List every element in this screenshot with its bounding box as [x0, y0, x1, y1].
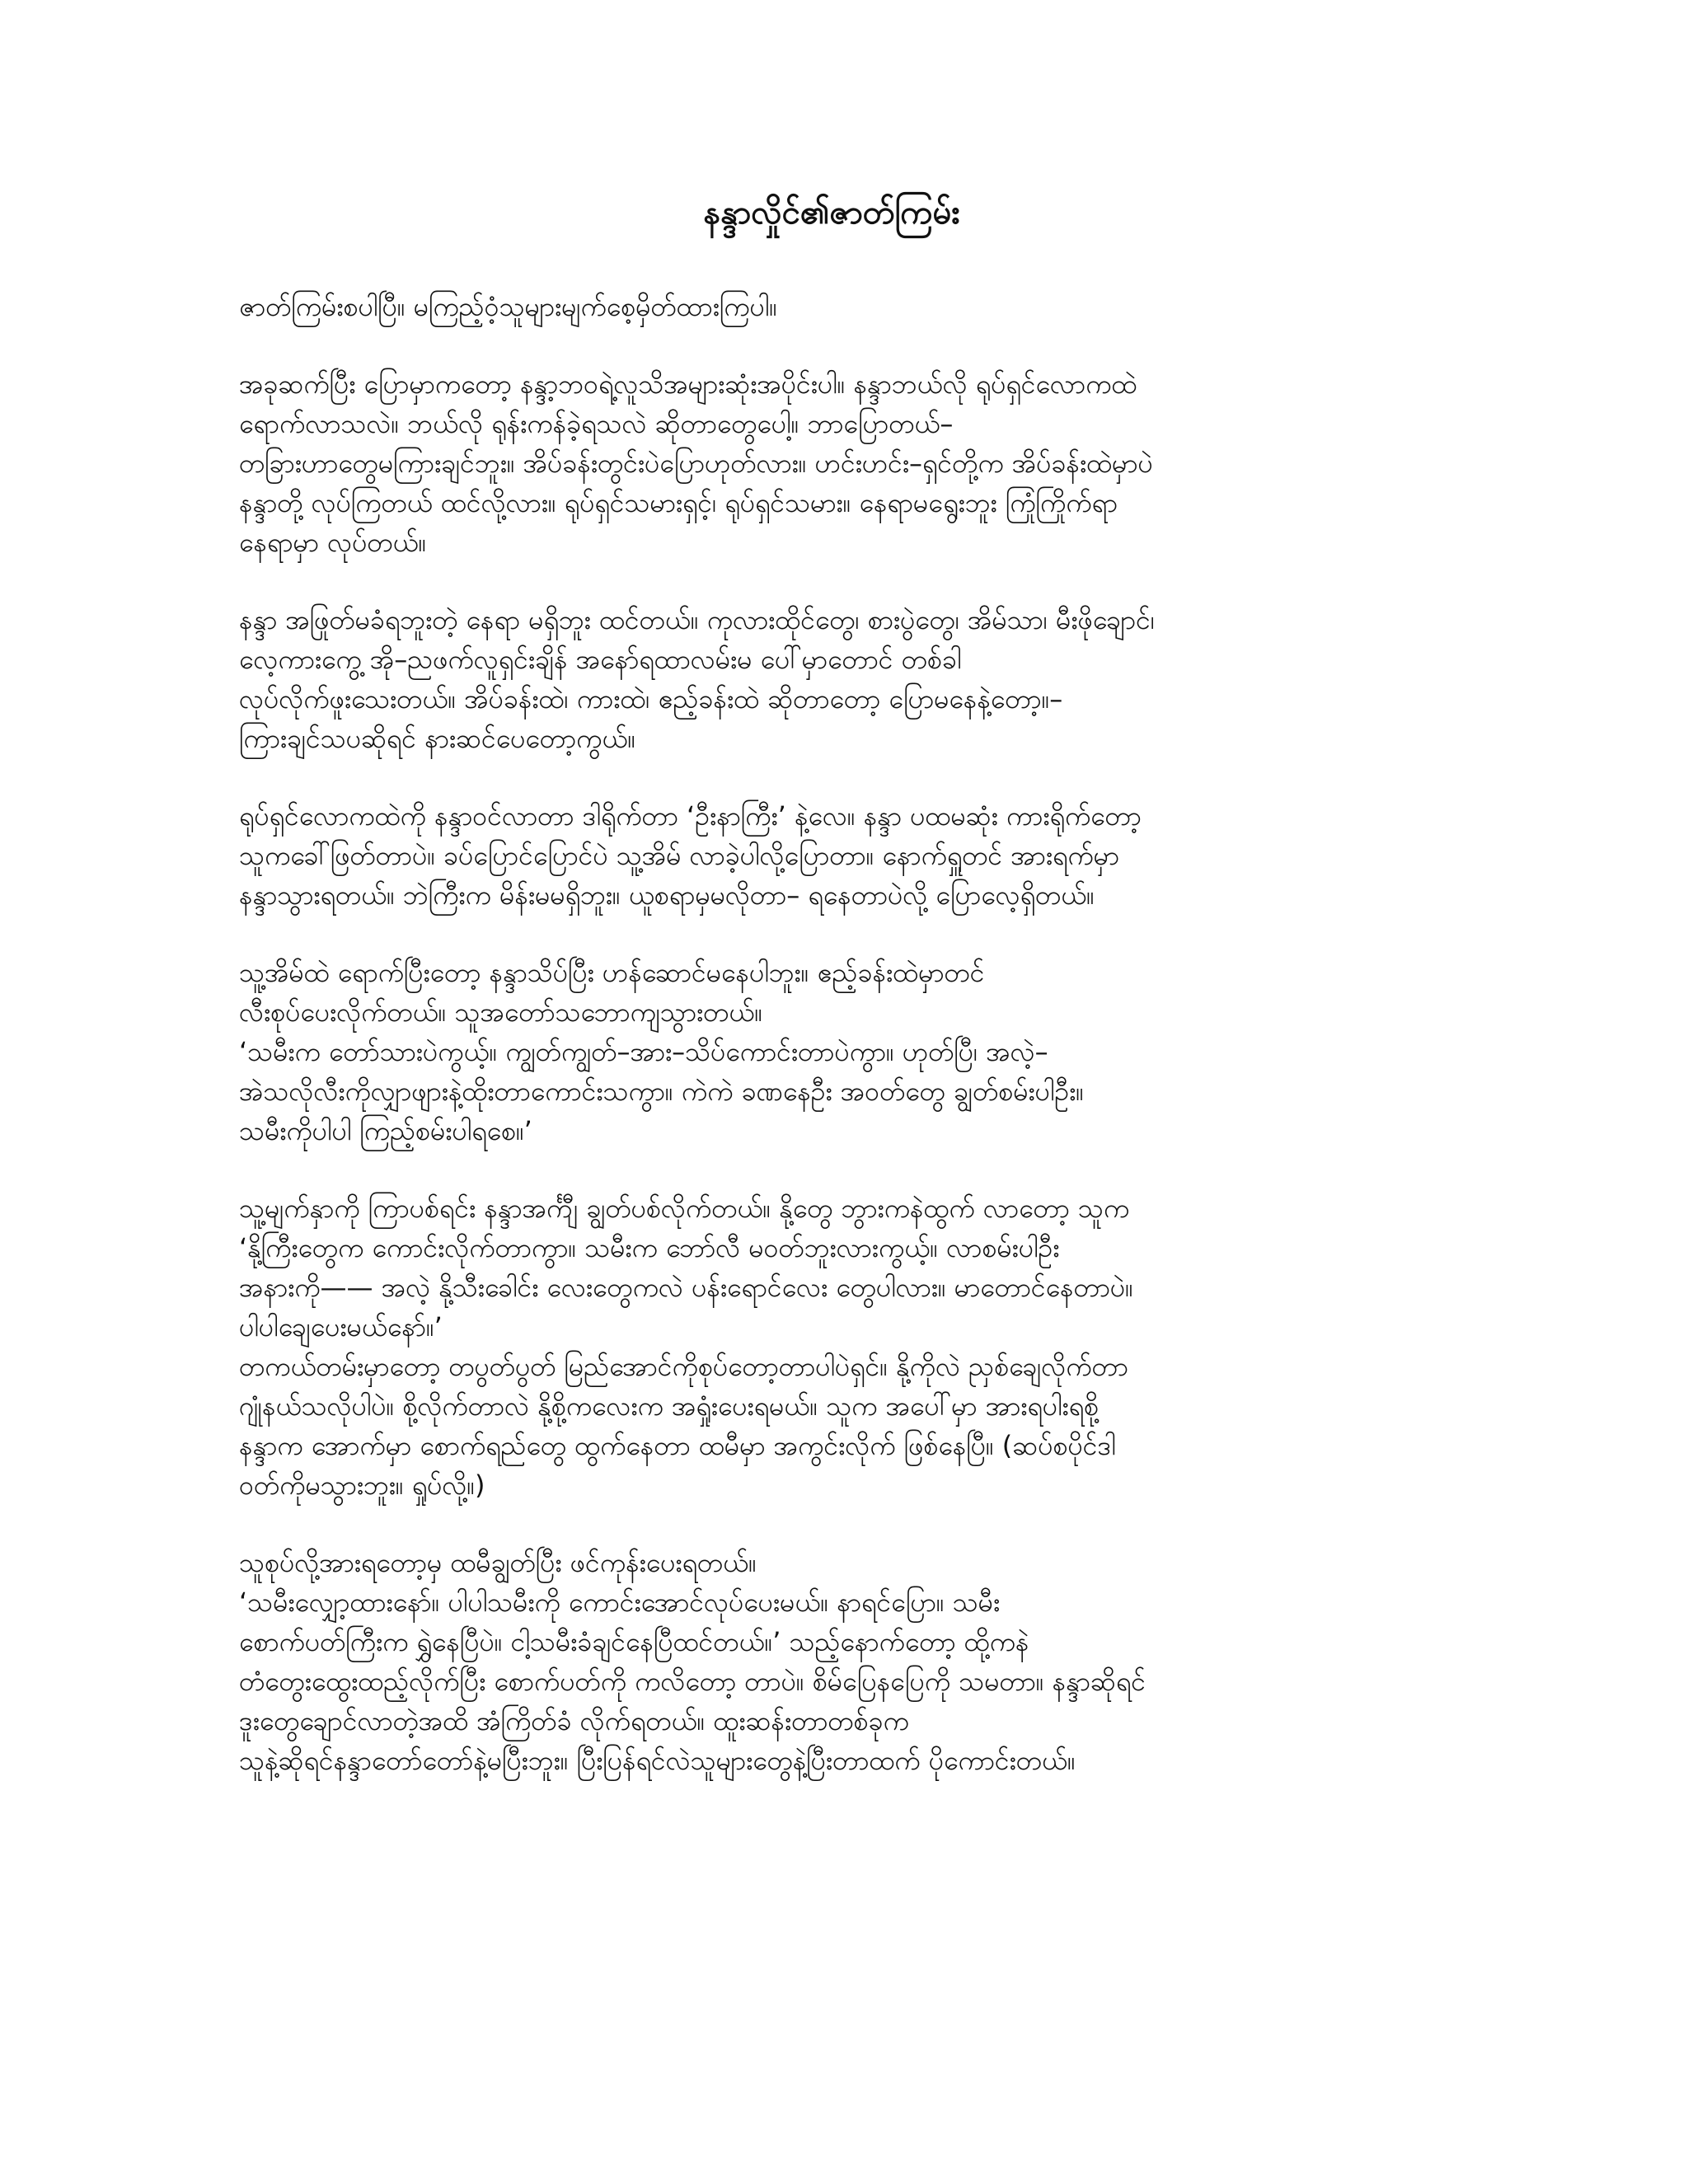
paragraph-1 — [239, 287, 1424, 326]
paragraph-4 — [239, 796, 1424, 915]
text-line: ဒူးတွေချောင်လာတဲ့အထိ အံကြိတ်ခံ လိုက်ရတယ်။ ထူးဆန်းတာတစ်ခုက — [239, 1705, 909, 1736]
text-line: တံတွေးထွေးထည့်လိုက်ပြီး စောက်ပတ်ကို ကလိတော့ တာပဲ။ စိမ်ပြေနပြေကို သမတာ။ နန္ဒာဆိုရင် — [239, 1666, 1146, 1697]
text-line: နန္ဒာသွားရတယ်။ ဘဲကြီးက မိန်းမမရှိဘူး။ ယူစရာမှမလိုတာ– ရနေတာပဲလို့ ပြောလေ့ရှိတယ်။ — [239, 879, 1095, 911]
text-line: သူ့မျက်နှာကို ကြာပစ်ရင်း နန္ဒာအင်္ကျီ ချွတ်ပစ်လိုက်တယ်။ နို့တွေ ဘွားကနဲထွက် လာတော့ သူက — [239, 1193, 1130, 1224]
paragraph-7 — [239, 1543, 1424, 1780]
text-line: စောက်ပတ်ကြီးက ရွှဲနေပြီပဲ။ ငါ့သမီးခံချင်နေပြီထင်တယ်။’ သည့်နောက်တော့ ထို့ကနဲ — [239, 1626, 1029, 1657]
text-line: သူနဲ့ဆိုရင်နန္ဒာတော်တော်နဲ့မပြီးဘူး။ ပြီးပြန်ရင်လဲသူများတွေနဲ့ပြီးတာထက် ပိုကောင်းတယ်။ — [239, 1745, 1076, 1776]
text-line: တကယ်တမ်းမှာတော့ တပွတ်ပွတ် မြည်အောင်ကိုစုပ်တော့တာပါပဲရှင်။ နို့ကိုလဲ ညှစ်ချေလိုက်တာ — [239, 1351, 1128, 1382]
text-line: ‘သမီးက တော်သားပဲကွယ့်။ ကျွတ်ကျွတ်–အား–သိပ်ကောင်းတာပဲကွာ။ ဟုတ်ပြီ၊ အလဲ့– — [239, 1036, 1048, 1067]
text-line: အခုဆက်ပြီး ပြောမှာကတော့ နန္ဒာ့ဘဝရဲ့လူသိအများဆုံးအပိုင်းပါ။ နန္ဒာဘယ်လို ရုပ်ရှင်လောကထဲ — [239, 368, 1137, 400]
text-line: အဲသလိုလီးကိုလျှာဖျားနဲ့ထိုးတာကောင်းသကွာ။ ကဲကဲ ခဏနေဦး အဝတ်တွေ ချွတ်စမ်းပါဦး။ — [239, 1076, 1084, 1107]
text-line: တခြားဟာတွေမကြားချင်ဘူး။ အိပ်ခန်းတွင်းပဲပြောဟုတ်လား။ ဟင်းဟင်း–ရှင်တို့က အိပ်ခန်းထဲမှာပဲ — [239, 448, 1153, 479]
text-line: ကြားချင်သပဆိုရင် နားဆင်ပေတော့ကွယ်။ — [239, 723, 636, 754]
text-line: နန္ဒာက အောက်မှာ စောက်ရည်တွေ ထွက်နေတာ ထမီမှာ အကွင်းလိုက် ဖြစ်နေပြီ။ (ဆပ်စပိုင်ဒါ — [239, 1430, 1116, 1461]
text-line: သူ့အိမ်ထဲ ရောက်ပြီးတော့ နန္ဒာသိပ်ပြီး ဟန်ဆောင်မနေပါဘူး။ ဧည့်ခန်းထဲမှာတင် — [239, 957, 985, 988]
text-line: ပါပါချေပေးမယ်နော်။’ — [239, 1311, 443, 1343]
text-line: အနားကို—— အလဲ့ နို့သီးခေါင်း လေးတွေကလဲ ပန်းရောင်လေး တွေပါလား။ မာတောင်နေတာပဲ။ — [239, 1272, 1133, 1303]
text-line: နေရာမှာ လုပ်တယ်။ — [239, 527, 427, 558]
text-line: သမီးကိုပါပါ ကြည့်စမ်းပါရစေ။’ — [239, 1115, 532, 1146]
text-line: ရုပ်ရှင်လောကထဲကို နန္ဒာဝင်လာတာ ဒါရိုက်တာ ‘ဦးနာကြီး’ နဲ့လေ။ နန္ဒာ ပထမဆုံး ကားရိုက်တော့ — [239, 800, 1142, 832]
text-line: လုပ်လိုက်ဖူးသေးတယ်။ အိပ်ခန်းထဲ၊ ကားထဲ၊ ဧည့်ခန်းထဲ ဆိုတာတော့ ပြောမနေနဲ့တော့။– — [239, 683, 1063, 715]
text-line: ‘နို့ကြီးတွေက ကောင်းလိုက်တာကွာ။ သမီးက ဘော်လီ မဝတ်ဘူးလားကွယ့်။ လာစမ်းပါဦး — [239, 1232, 1060, 1263]
text-line: ဝတ်ကိုမသွားဘူး။ ရှုပ်လို့။) — [239, 1469, 485, 1501]
paragraph-5 — [239, 953, 1424, 1151]
text-line: ရောက်လာသလဲ။ ဘယ်လို ရုန်းကန်ခဲ့ရသလဲ ဆိုတာတွေပေါ့။ ဘာပြောတယ်– — [239, 408, 954, 439]
paragraph-6 — [239, 1188, 1424, 1505]
text-line: သူစုပ်လို့အားရတော့မှ ထမီချွတ်ပြီး ဖင်ကုန်းပေးရတယ်။ — [239, 1547, 757, 1578]
text-line: လေ့ကားကွေ့ အို–ညဖက်လူရှင်းချိန် အနော်ရထာလမ်းမ ပေါ်မှာတောင် တစ်ခါ — [239, 644, 962, 675]
text-line: နန္ဒာတို့ လုပ်ကြတယ် ထင်လို့လား။ ရုပ်ရှင်သမားရှင့်၊ ရုပ်ရှင်သမား။ နေရာမရွေးဘူး ကြုံကြိုက်ရာ — [239, 487, 1118, 518]
paragraph-3 — [239, 600, 1424, 758]
text-line: နန္ဒာ အဖြုတ်မခံရဘူးတဲ့ နေရာ မရှိဘူး ထင်တယ်။ ကုလားထိုင်တွေ၊ စားပွဲတွေ၊ အိမ်သာ၊ မီးဖိုချောင်၊ — [239, 604, 1155, 635]
paragraph-2 — [239, 364, 1424, 562]
text-line: ဂျုံနယ်သလိုပါပဲ။ စို့လိုက်တာလဲ နို့စို့ကလေးက အရှုံးပေးရမယ်။ သူက အပေါ်မှာ အားရပါးရစို့ — [239, 1390, 1099, 1422]
text-line: ‘သမီးလျှော့ထားနော်။ ပါပါသမီးကို ကောင်းအောင်လုပ်ပေးမယ်။ နာရင်ပြော။ သမီး — [239, 1586, 1001, 1618]
document-title: နန္ဒာလှိုင်၏ဇာတ်ကြမ်း — [703, 194, 960, 232]
text-line: လီးစုပ်ပေးလိုက်တယ်။ သူအတော်သဘောကျသွားတယ်။ — [239, 996, 763, 1028]
text-line: သူကခေါ်ဖြတ်တာပဲ။ ခပ်ပြောင်ပြောင်ပဲ သူ့အိမ် လာခဲ့ပါလို့ပြောတာ။ နောက်ရှူတင် အားရက်မှာ — [239, 840, 1120, 871]
text-line: ဇာတ်ကြမ်းစပါပြီ။ မကြည့်ဝံ့သူများမျက်စေ့မှိတ်ထားကြပါ။ — [239, 291, 777, 322]
